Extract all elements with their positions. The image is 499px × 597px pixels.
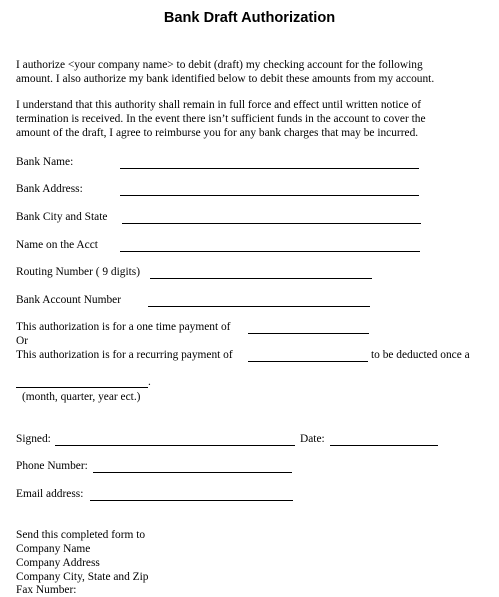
send-to-text: Send this completed form to [16,529,146,541]
signature-field[interactable] [55,445,295,446]
terms-line-3: amount of the draft, I agree to reimburse you for any bank charges that may be incurred. [16,127,419,139]
deducted-label: to be deducted once a [371,349,470,361]
authorization-paragraph [16,58,486,86]
terms-line-1: I understand that this authority shall remain in full force and effect until written notice of [16,99,421,111]
bank-account-number-label: Bank Account Number [16,294,122,306]
bank-address-field[interactable] [120,195,419,196]
fax-number-text: Fax Number: [16,584,77,596]
recurring-payment-field[interactable] [248,361,368,362]
bank-name-field[interactable] [120,168,419,169]
one-time-payment-label: This authorization is for a one time payment of [16,321,231,333]
or-label: Or [16,335,29,347]
phone-field[interactable] [93,472,292,473]
terms-line-2: termination is received. In the event there isn’t sufficient funds in the account to cover the [16,113,426,125]
bank-name-label: Bank Name: [16,156,74,168]
phone-label: Phone Number: [16,460,88,472]
company-city-text: Company City, State and Zip [16,571,149,583]
company-address-text: Company Address [16,557,100,569]
page-title: Bank Draft Authorization [163,10,336,26]
routing-number-field[interactable] [150,278,372,279]
terms-paragraph [16,98,486,140]
email-label: Email address: [16,488,84,500]
frequency-hint: (month, quarter, year ect.) [22,391,141,403]
bank-city-state-label: Bank City and State [16,211,108,223]
bank-city-state-field[interactable] [122,223,421,224]
email-field[interactable] [90,500,293,501]
routing-number-label: Routing Number ( 9 digits) [16,266,141,278]
recurring-payment-label: This authorization is for a recurring payment of [16,349,233,361]
authorization-line-2: amount. I also authorize my bank identified below to debit these amounts from my account. [16,73,435,85]
name-on-acct-field[interactable] [120,251,420,252]
one-time-payment-field[interactable] [248,333,369,334]
bank-address-label: Bank Address: [16,183,83,195]
name-on-acct-label: Name on the Acct [16,239,98,251]
date-label: Date: [300,433,325,445]
bank-account-number-field[interactable] [148,306,370,307]
frequency-period: . [148,376,151,388]
authorization-line-1: I authorize <your company name> to debit (draft) my checking account for the following [16,59,423,71]
date-field[interactable] [330,445,438,446]
company-name-text: Company Name [16,543,91,555]
signed-label: Signed: [16,433,51,445]
frequency-field[interactable] [16,387,148,388]
